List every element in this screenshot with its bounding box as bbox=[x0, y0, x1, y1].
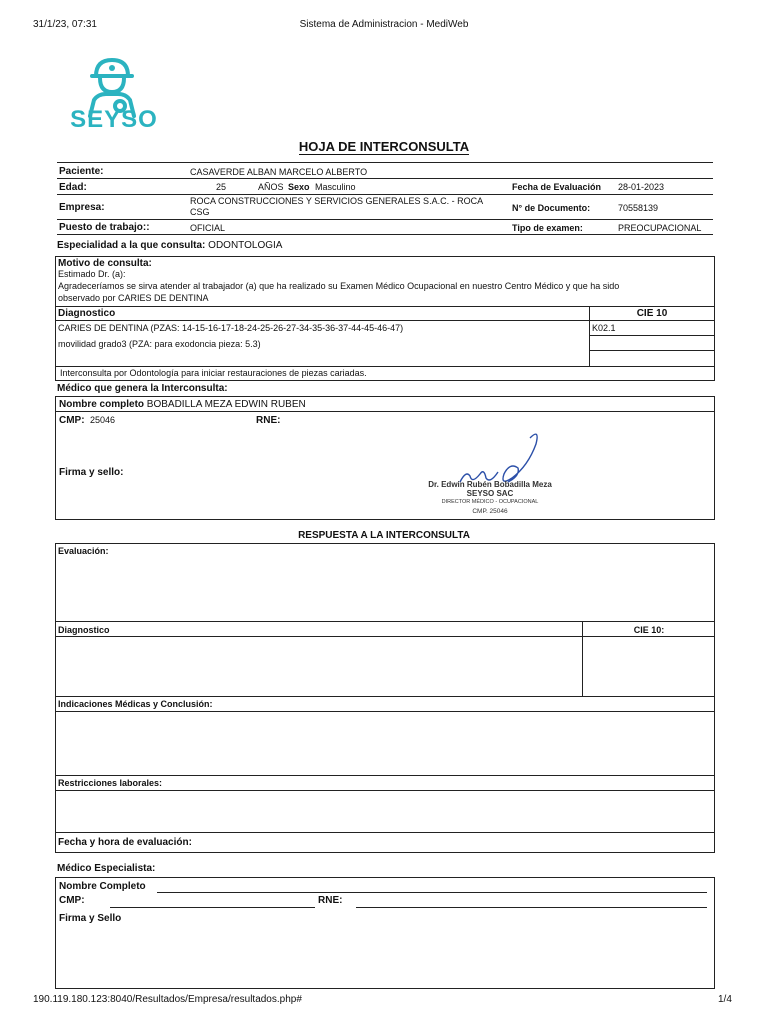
respuesta-title: RESPUESTA A LA INTERCONSULTA bbox=[298, 530, 470, 541]
patient-top-border bbox=[57, 162, 713, 163]
print-url: 190.119.180.123:8040/Resultados/Empresa/resultados.php# bbox=[33, 994, 302, 1005]
stamp-cmp: CMP. 25046 bbox=[472, 508, 508, 515]
paciente-value: CASAVERDE ALBAN MARCELO ALBERTO bbox=[190, 167, 368, 177]
documento-value: 70558139 bbox=[618, 203, 659, 213]
edad-value: 25 bbox=[216, 182, 227, 192]
divider bbox=[57, 219, 713, 220]
puesto-value: OFICIAL bbox=[190, 223, 226, 233]
motivo-label: Motivo de consulta: bbox=[58, 258, 152, 269]
especialidad-label: Especialidad a la que consulta: bbox=[57, 240, 206, 251]
seyso-logo-text: SEYSO bbox=[70, 106, 158, 133]
indicaciones-label: Indicaciones Médicas y Conclusión: bbox=[58, 699, 213, 709]
divider bbox=[55, 621, 715, 622]
divider bbox=[55, 775, 715, 776]
divider bbox=[55, 411, 715, 412]
divider bbox=[55, 790, 715, 791]
divider bbox=[55, 306, 715, 307]
restricciones-label: Restricciones laborales: bbox=[58, 778, 163, 788]
puesto-label: Puesto de trabajo:: bbox=[59, 222, 150, 233]
diagnostico-row-2: movilidad grado3 (PZA: para exodoncia pieza: 5.3) bbox=[58, 339, 261, 349]
especialista-nombre-label: Nombre Completo bbox=[59, 881, 146, 892]
fecha-evaluacion-label: Fecha de Evaluación bbox=[512, 182, 602, 192]
patient-bottom-border bbox=[57, 234, 713, 235]
divider bbox=[55, 711, 715, 712]
empresa-label: Empresa: bbox=[59, 202, 105, 213]
cmp-label: CMP: bbox=[59, 415, 85, 426]
sexo-value: Masculino bbox=[315, 182, 356, 192]
stamp-company: SEYSO SAC bbox=[466, 489, 514, 498]
print-page-title: Sistema de Administracion - MediWeb bbox=[299, 19, 469, 30]
especialista-cmp-field[interactable] bbox=[110, 907, 315, 908]
empresa-value-line2: CSG bbox=[190, 207, 210, 217]
nombre-completo-label: Nombre completo bbox=[59, 399, 145, 410]
firma-sello-label: Firma y sello: bbox=[59, 467, 124, 478]
rne-label: RNE: bbox=[256, 415, 281, 426]
tipo-examen-value: PREOCUPACIONAL bbox=[618, 223, 702, 233]
sexo-label: Sexo bbox=[288, 182, 310, 192]
empresa-value-line1: ROCA CONSTRUCCIONES Y SERVICIOS GENERALES S.A.C. - ROCA bbox=[190, 196, 484, 206]
doctor-stamp bbox=[410, 480, 570, 516]
medico-genera-label: Médico que genera la Interconsulta: bbox=[57, 383, 228, 394]
diagnostico-row-1: CARIES DE DENTINA (PZAS: 14-15-16-17-18-24-25-26-27-34-35-36-37-44-45-46-47) bbox=[58, 323, 404, 333]
especialidad-value: ODONTOLOGIA bbox=[208, 240, 283, 251]
respuesta-box bbox=[55, 543, 715, 853]
fecha-hora-label: Fecha y hora de evaluación: bbox=[58, 837, 192, 848]
cmp-value: 25046 bbox=[90, 415, 116, 425]
divider bbox=[55, 832, 715, 833]
divider bbox=[55, 636, 715, 637]
cie10-label: CIE 10 bbox=[636, 308, 668, 319]
print-datetime: 31/1/23, 07:31 bbox=[33, 19, 97, 30]
cie-column-divider bbox=[582, 621, 583, 696]
respuesta-cie10-label: CIE 10: bbox=[633, 625, 665, 635]
medico-nombre-row bbox=[59, 399, 306, 410]
especialista-cmp-label: CMP: bbox=[59, 895, 85, 906]
medico-nombre-value: BOBADILLA MEZA EDWIN RUBEN bbox=[146, 399, 306, 410]
especialista-rne-label: RNE: bbox=[318, 895, 343, 906]
respuesta-diagnostico-label: Diagnostico bbox=[58, 625, 110, 635]
stamp-name: Dr. Edwin Rubén Bobadilla Meza bbox=[428, 480, 552, 489]
edad-label: Edad: bbox=[59, 182, 87, 193]
divider bbox=[57, 194, 713, 195]
stamp-title: DIRECTOR MÉDICO - OCUPACIONAL bbox=[441, 499, 539, 505]
divider bbox=[55, 696, 715, 697]
divider bbox=[57, 178, 713, 179]
paciente-label: Paciente: bbox=[59, 166, 104, 177]
motivo-line1: Estimado Dr. (a): bbox=[58, 269, 126, 279]
motivo-line3: observado por CARIES DE DENTINA bbox=[58, 293, 209, 303]
divider bbox=[55, 320, 715, 321]
especialista-rne-field[interactable] bbox=[356, 907, 707, 908]
diagnostico-label: Diagnostico bbox=[58, 308, 116, 319]
especialista-box bbox=[55, 877, 715, 989]
medico-especialista-label: Médico Especialista: bbox=[57, 863, 156, 874]
document-title: HOJA DE INTERCONSULTA bbox=[298, 139, 470, 154]
motivo-line2: Agradeceríamos se sirva atender al trabajador (a) que ha realizado su Examen Médico Ocupacional en nuestro Centro Médico y que ha sido bbox=[58, 281, 620, 291]
interconsulta-note: Interconsulta por Odontología para iniciar restauraciones de piezas cariadas. bbox=[60, 368, 367, 378]
print-page-number: 1/4 bbox=[718, 994, 732, 1005]
cie-column-divider bbox=[589, 306, 590, 366]
especialista-nombre-field[interactable] bbox=[157, 892, 707, 893]
cie-row-1: K02.1 bbox=[592, 323, 616, 333]
cie-row-divider bbox=[589, 350, 715, 351]
especialidad-row bbox=[57, 240, 282, 251]
cie-row-divider bbox=[589, 335, 715, 336]
documento-label: N° de Documento: bbox=[512, 203, 591, 213]
medico-genera-box bbox=[55, 396, 715, 520]
evaluacion-label: Evaluación: bbox=[58, 546, 109, 556]
tipo-examen-label: Tipo de examen: bbox=[512, 223, 583, 233]
fecha-evaluacion-value: 28-01-2023 bbox=[618, 182, 665, 192]
divider bbox=[55, 366, 715, 367]
anos-label: AÑOS bbox=[258, 182, 284, 192]
especialista-firma-label: Firma y Sello bbox=[59, 913, 122, 924]
